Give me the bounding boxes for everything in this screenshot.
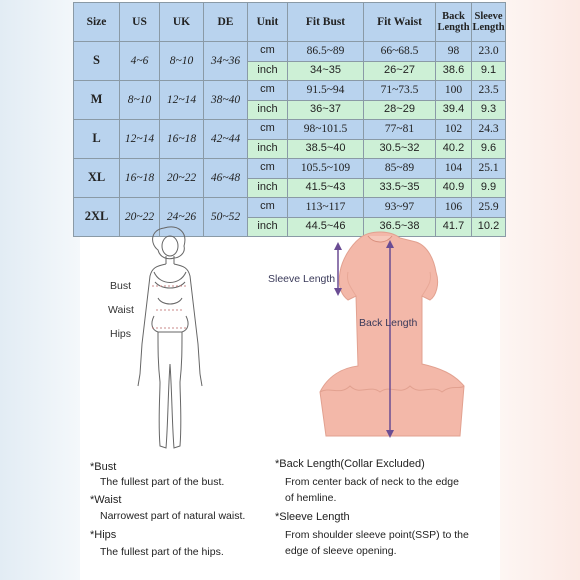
cell-de: 38~40 [204,81,248,120]
label-sleeve-length: Sleeve Length [268,273,336,285]
cell-unit: cm [248,81,288,101]
table-row [74,198,506,218]
cell-back-cm: 102 [436,120,472,140]
header-fit-bust: Fit Bust [288,3,364,42]
cell-unit: inch [248,178,288,198]
hair-outline [153,227,185,259]
label-back-length: Back Length [359,317,418,329]
cell-size: 2XL [74,198,120,237]
cell-sleeve-inch: 9.3 [472,100,506,120]
cell-back-inch: 39.4 [436,100,472,120]
cell-us: 12~14 [120,120,160,159]
cell-unit: cm [248,120,288,140]
note-sleeve-desc-1: From shoulder sleeve point(SSP) to the [285,529,469,541]
cell-sleeve-cm: 23.0 [472,42,506,62]
table-row [74,81,506,101]
cell-size: S [74,42,120,81]
cell-back-inch: 40.9 [436,178,472,198]
cell-back-cm: 104 [436,159,472,179]
header-unit: Unit [248,3,288,42]
cell-waist-inch: 26~27 [364,61,436,81]
cell-unit: cm [248,198,288,218]
background-right [500,0,580,580]
cell-bust-inch: 34~35 [288,61,364,81]
label-waist: Waist [108,304,134,316]
cell-de: 34~36 [204,42,248,81]
cell-sleeve-inch: 9.6 [472,139,506,159]
cell-back-cm: 106 [436,198,472,218]
cell-waist-cm: 77~81 [364,120,436,140]
cell-de: 46~48 [204,159,248,198]
cell-us: 20~22 [120,198,160,237]
cell-waist-cm: 85~89 [364,159,436,179]
cell-waist-cm: 66~68.5 [364,42,436,62]
dress-body [320,232,464,436]
label-bust: Bust [110,280,132,292]
cell-bust-inch: 38.5~40 [288,139,364,159]
cell-unit: cm [248,159,288,179]
cell-sleeve-cm: 25.9 [472,198,506,218]
cell-sleeve-cm: 23.5 [472,81,506,101]
cell-back-inch: 41.7 [436,217,472,237]
cell-bust-cm: 113~117 [288,198,364,218]
header-us: US [120,3,160,42]
cell-size: XL [74,159,120,198]
note-hips-desc: The fullest part of the hips. [100,546,224,558]
cell-waist-inch: 33.5~35 [364,178,436,198]
header-size: Size [74,3,120,42]
cell-waist-cm: 93~97 [364,198,436,218]
cell-back-cm: 98 [436,42,472,62]
header-uk: UK [160,3,204,42]
size-chart-table [73,2,506,237]
cell-sleeve-inch: 9.1 [472,61,506,81]
cell-us: 4~6 [120,42,160,81]
cell-back-inch: 40.2 [436,139,472,159]
cell-waist-inch: 30.5~32 [364,139,436,159]
cell-unit: inch [248,100,288,120]
table-row [74,42,506,62]
cell-sleeve-cm: 24.3 [472,120,506,140]
cell-back-inch: 38.6 [436,61,472,81]
label-hips: Hips [110,328,132,340]
note-back-desc-2: of hemline. [285,492,337,504]
cell-unit: inch [248,61,288,81]
note-bust-desc: The fullest part of the bust. [100,476,225,488]
cell-us: 16~18 [120,159,160,198]
cell-bust-cm: 98~101.5 [288,120,364,140]
cell-sleeve-inch: 9.9 [472,178,506,198]
note-hips-title: *Hips [90,529,117,541]
note-bust-title: *Bust [90,461,117,473]
table-row [74,120,506,140]
cell-bust-cm: 86.5~89 [288,42,364,62]
cell-bust-inch: 41.5~43 [288,178,364,198]
cell-us: 8~10 [120,81,160,120]
cell-waist-inch: 28~29 [364,100,436,120]
cell-sleeve-inch: 10.2 [472,217,506,237]
cell-uk: 16~18 [160,120,204,159]
note-sleeve-title: *Sleeve Length [275,511,350,523]
cell-bust-inch: 36~37 [288,100,364,120]
header-sleeve-length: Sleeve Length [472,3,506,42]
note-sleeve-desc-2: edge of sleeve opening. [285,545,397,557]
cell-unit: cm [248,42,288,62]
dress-figure [318,226,468,444]
cell-unit: inch [248,217,288,237]
cell-unit: inch [248,139,288,159]
cell-sleeve-cm: 25.1 [472,159,506,179]
cell-bust-cm: 105.5~109 [288,159,364,179]
cell-uk: 8~10 [160,42,204,81]
cell-size: L [74,120,120,159]
table-row [74,159,506,179]
header-fit-waist: Fit Waist [364,3,436,42]
header-back-length: Back Length [436,3,472,42]
cell-bust-cm: 91.5~94 [288,81,364,101]
cell-uk: 12~14 [160,81,204,120]
cell-size: M [74,81,120,120]
cell-uk: 20~22 [160,159,204,198]
cell-bust-inch: 44.5~46 [288,217,364,237]
cell-de: 42~44 [204,120,248,159]
body-measurement-figure [128,224,214,458]
note-back-title: *Back Length(Collar Excluded) [275,458,425,470]
header-de: DE [204,3,248,42]
cell-uk: 24~26 [160,198,204,237]
cell-back-cm: 100 [436,81,472,101]
cell-waist-cm: 71~73.5 [364,81,436,101]
cell-de: 50~52 [204,198,248,237]
note-waist-title: *Waist [90,494,122,506]
cell-waist-inch: 36.5~38 [364,217,436,237]
note-waist-desc: Narrowest part of natural waist. [100,510,246,522]
table-header-row [74,3,506,42]
background-left [0,0,80,580]
note-back-desc-1: From center back of neck to the edge [285,476,459,488]
